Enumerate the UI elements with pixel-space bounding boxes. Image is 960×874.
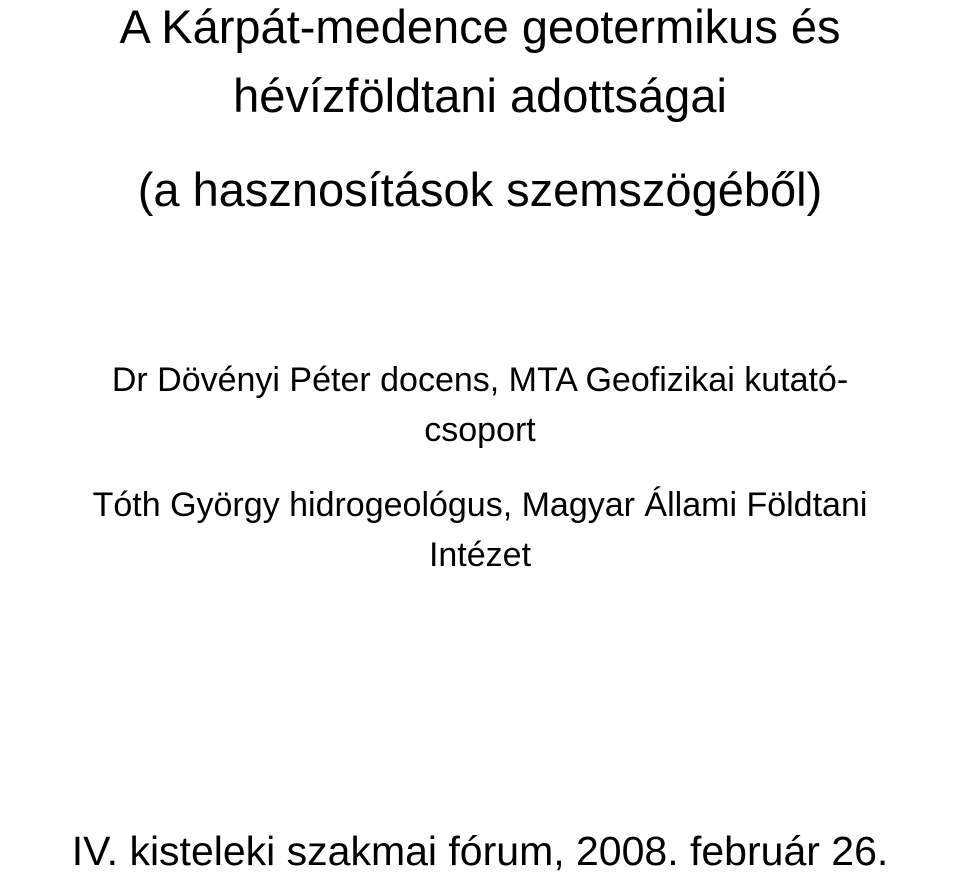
subtitle: (a hasznosítások szemszögéből) xyxy=(137,163,823,216)
author-2-line-2: Intézet xyxy=(428,536,532,574)
author-1-line-2: csoport xyxy=(424,411,536,449)
title-line-2: hévízföldtani adottságai xyxy=(233,69,727,122)
author-2-line-1: Tóth György hidrogeológus, Magyar Állami Földtani xyxy=(92,486,868,524)
event-footer: IV. kisteleki szakmai fórum, 2008. február 26. xyxy=(71,828,889,874)
title-line-1: A Kárpát-medence geotermikus és xyxy=(119,0,841,53)
author-1-line-1: Dr Dövényi Péter docens, MTA Geofizikai kutató- xyxy=(111,361,849,399)
